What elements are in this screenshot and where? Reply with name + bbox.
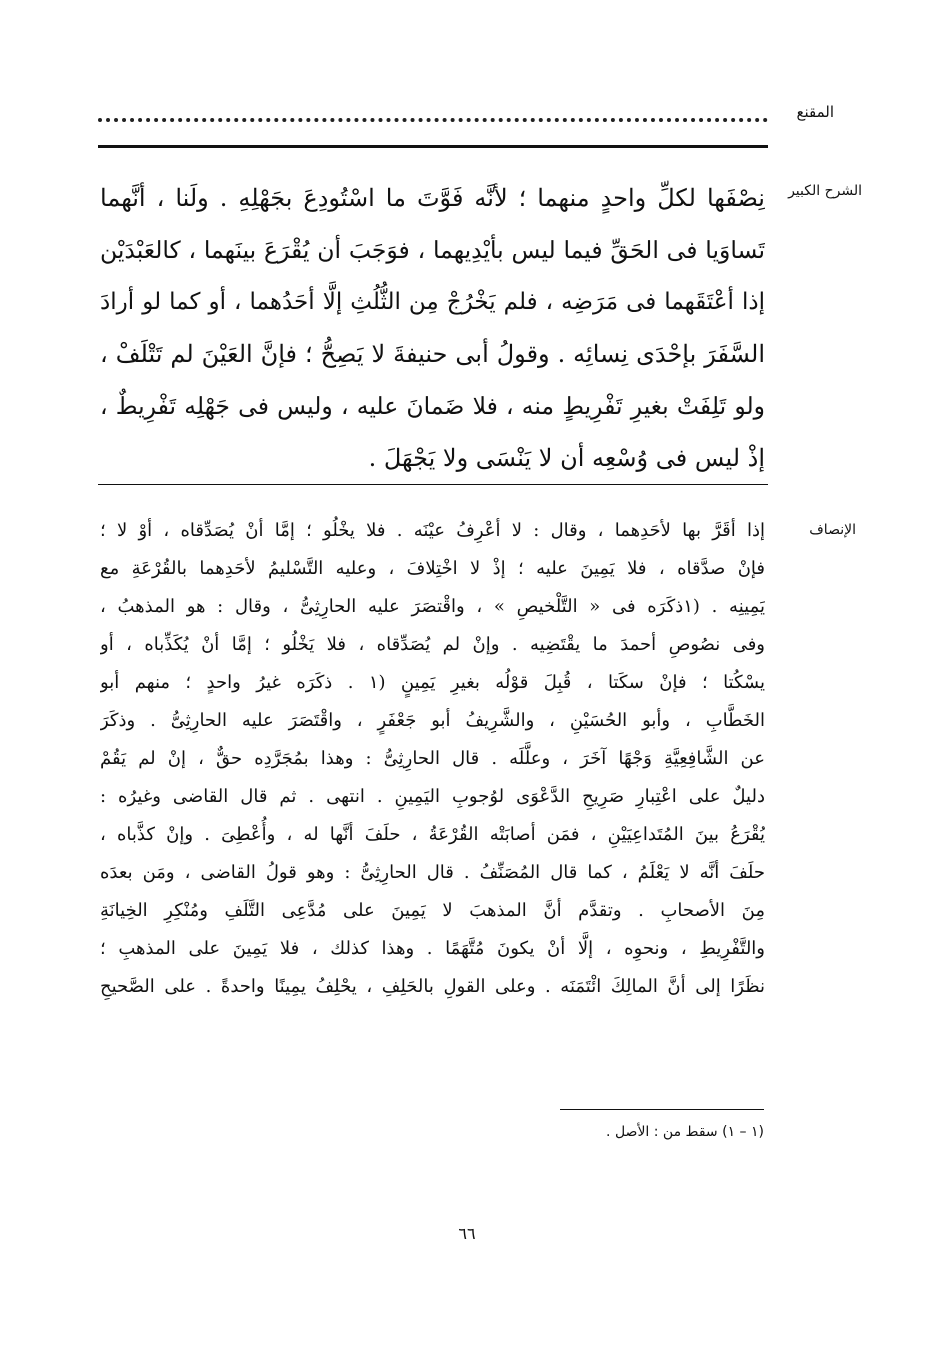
text-line: السَّفَرَ بإحْدَى نِسائِه . وقولُ أبى حنيفةَ لا يَصِحُّ ؛ فإنَّ العَيْنَ لم تَتْلَفْ ، xyxy=(100,340,765,368)
text-line: مِنَ الأصحابِ . وتقدَّم أنَّ المذهبَ لا يَمِينَ على مُدَّعِى التَّلَفِ ومُنْكِرِ الخِيانَةِ xyxy=(100,900,765,921)
sharh-kabir-text xyxy=(100,172,765,484)
footnote-rule xyxy=(560,1109,764,1110)
text-line: إذا أعْتَقَهما فى مَرَضِه ، فلم يَخْرُجْ مِن الثُّلُثِ إلَّا أحَدُهما ، أو كما لو أرادَ xyxy=(100,289,765,315)
section-divider-rule xyxy=(98,484,768,485)
insaf-text xyxy=(100,512,765,1006)
text-line: عن الشَّافِعِيَّةِ وَجْهًا آخَرَ ، وعلَّلَه . قال الحارِثِىُّ : وهذا بمُجَرَّدِه حقٌّ ، إنْ لم يَقُمْ xyxy=(100,748,765,769)
section-label-sharh-kabir: الشرح الكبير xyxy=(788,183,862,199)
text-line: دليلٌ على اعْتِبارِ صَرِيحِ الدَّعْوَى لوُجوبِ اليَمِينِ . انتهى . ثم قال القاضى وغيرُه : xyxy=(100,786,765,807)
section-label-insaf: الإنصاف xyxy=(809,522,856,538)
text-line: إذْ ليس فى وُسْعِه أن لا يَنْسَى ولا يَجْهَلَ . xyxy=(368,444,765,472)
text-line: والتَّفْرِيطِ ، ونحوِه ، إلَّا أنْ يكونَ مُتَّهَمًا . وهذا كذلك ، فلا يَمِينَ على المذهبِ ؛ xyxy=(100,938,765,959)
text-line: تَساوَيا فى الحَقِّ فيما ليس بأيْدِيهما ، فوَجَبَ أن يُقْرَعَ بينَهما ، كالعَبْدَيْن xyxy=(100,236,765,264)
footnote: (١ – ١) سقط من : الأصل . xyxy=(606,1124,764,1140)
text-line: يسْكُتا ؛ فإنْ سكَتا ، قُبِلَ قوْلُه بغيرِ يَمِينٍ (١ . ذكَرَه غيرُ واحدٍ ؛ منهم أبو xyxy=(100,672,765,693)
text-line: حلَفَ أنَّه لا يَعْلَمُ ، كما قال المُصَنِّفُ . قال الحارِثِىُّ : وهو قولُ القاضى ، ومَن بعدَه xyxy=(100,862,765,883)
text-line: فإنْ صدَّقاه ، فلا يَمِينَ عليه ؛ إذْ لا اخْتِلافَ ، وعليه التَّسْليمُ لأحَدِهما بالقُرْعَةِ مع xyxy=(100,558,765,579)
text-line: إذا أقَرَّ بها لأحَدِهما ، وقال : لا أعْرِفُ عيْنَه . فلا يخْلُو ؛ إمَّا أنْ يُصَدِّقاه ، أوْ لا ؛ xyxy=(100,520,765,541)
text-line: وفى نصُوصِ أحمدَ ما يقْتَضِيه . وإنْ لم يُصَدِّقاه ، فلا يَخْلُو ؛ إمَّا أنْ يُكَذِّباه ، أو xyxy=(100,634,765,655)
running-header-title: المقنع xyxy=(796,103,834,121)
text-line: نِصْفَها لكلِّ واحدٍ منهما ؛ لأنَّه فَوَّتَ ما اسْتُودِعَ بجَهْلِهِ . ولَنا ، أنَّهما xyxy=(100,184,765,212)
text-line: يَمِينِه . (١ذكَرَه فى « التَّلْخيصِ » ، واقْتصَرَ عليه الحارِثِىُّ ، وقال : هو المذهبُ ، xyxy=(100,596,765,617)
text-line: ولو تَلِفَتْ بغيرِ تَفْرِيطٍ منه ، فلا ضَمانَ عليه ، وليس فى جَهْلِه تَفْرِيطٌ ، xyxy=(100,392,765,420)
text-line: يُقْرَعُ بينَ المُتَداعِيَيْنِ ، فمَن أصابَتْه القُرْعَةُ ، حلَفَ أنَّها له ، وأُعْطِىَ . وإنْ كذَّباه ، xyxy=(100,824,765,845)
header-rule xyxy=(98,145,768,148)
text-line: الخَطَّابِ ، وأبو الحُسَيْنِ ، والشَّرِيفُ أبو جَعْفَرٍ ، واقْتَصَرَ عليه الحارِثِىُّ . وذكَرَ xyxy=(100,710,765,731)
page-number: ٦٦ xyxy=(458,1224,476,1243)
text-line: نظَرًا إلى أنَّ المالِكَ ائْتَمَنَه . وعلى القولِ بالحَلِفِ ، يحْلِفُ يمِينًا واحدةً . على الصَّحيحِ xyxy=(100,976,765,997)
header-dotted-rule xyxy=(98,118,768,122)
